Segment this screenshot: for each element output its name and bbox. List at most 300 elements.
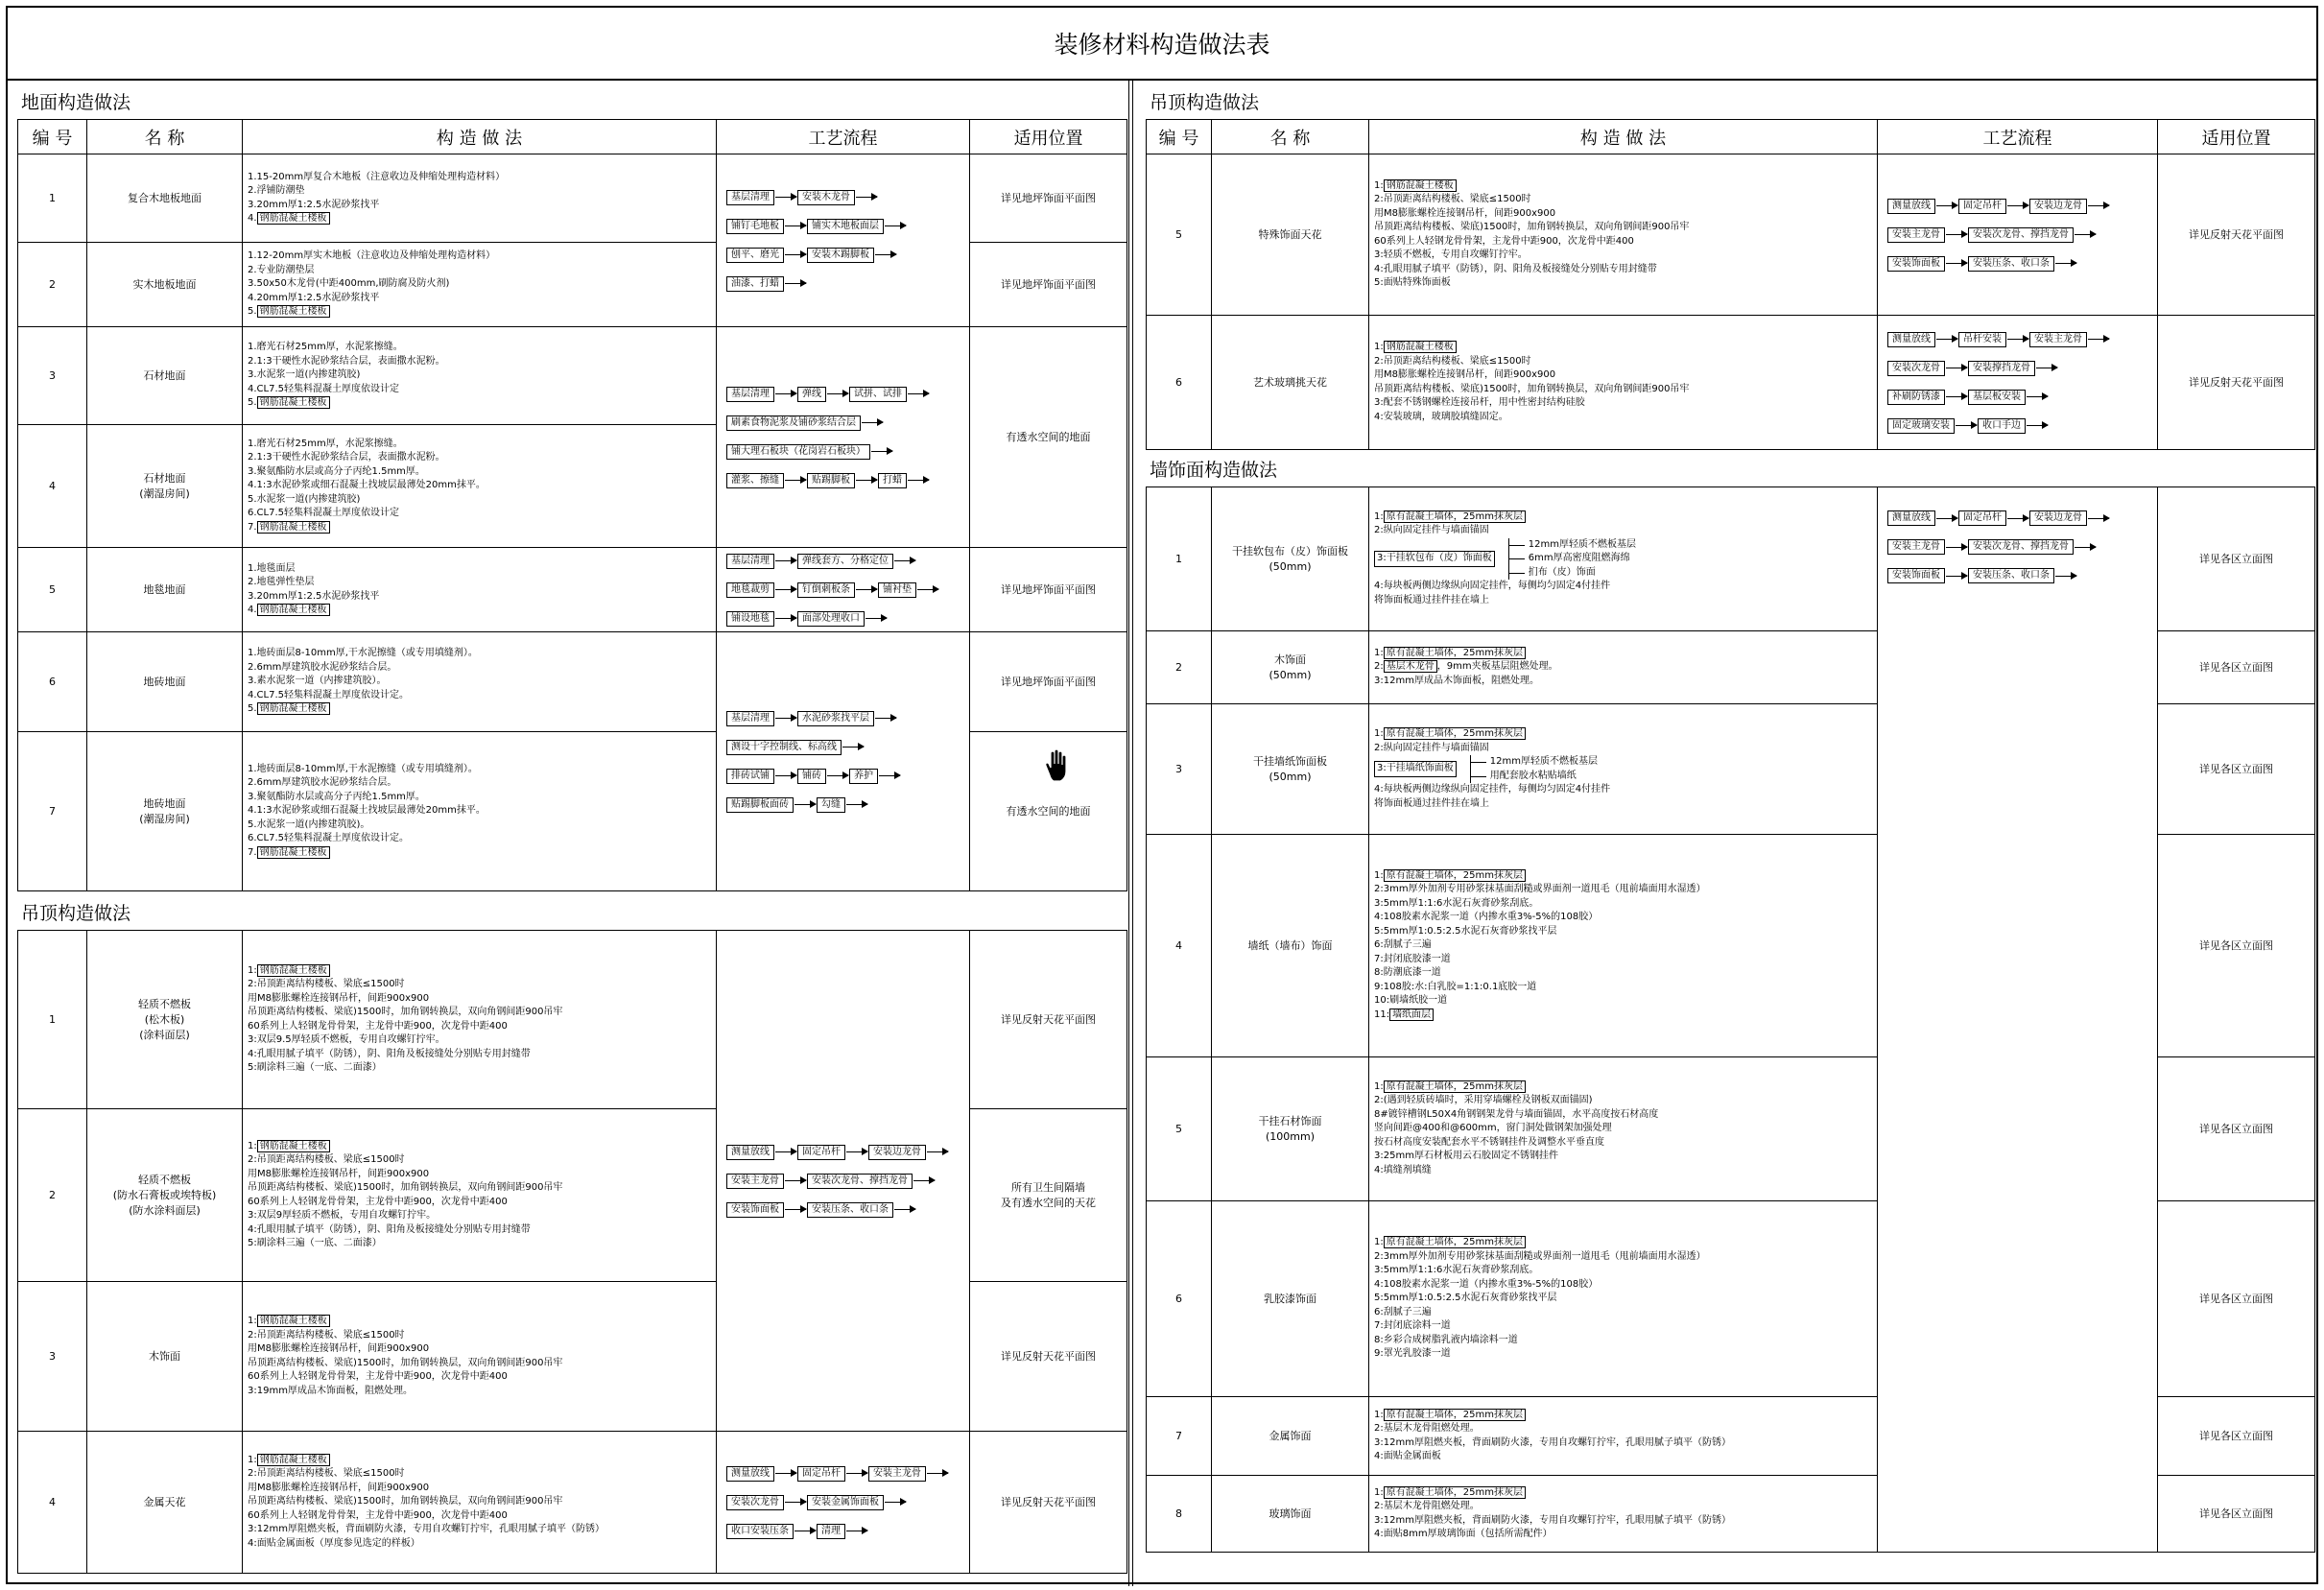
row-position: 详见各区立面图: [2158, 835, 2315, 1057]
construction-method: [1369, 835, 1878, 1057]
method-line: 60系列上人轻钢龙骨骨架，主龙骨中距900，次龙骨中距400: [248, 1020, 508, 1032]
boxed-layer: 墙纸面层: [1389, 1009, 1434, 1021]
method-line: 6.CL7.5轻集料混凝土厚度依设计定。: [248, 833, 409, 844]
method-line: 3.水泥浆一道(内掺建筑胶): [248, 369, 361, 381]
method-line: 1: 钢筋混凝土楼板: [248, 1315, 711, 1329]
flow-step: 基层清理: [726, 190, 774, 205]
method-line: 4.1:3水泥砂浆或细石混凝土找坡层最薄处20mm抹平。: [248, 480, 486, 491]
construction-method: [243, 1282, 717, 1432]
method-line: 2:纵向固定挂件与墙面锚固: [1374, 742, 1489, 753]
method-line: 2:3mm厚外加剂专用砂浆抹基面刮糙或界面剂一道甩毛（甩前墙面用水湿透）: [1374, 884, 1706, 895]
flow-row: [726, 473, 960, 488]
method-line: 2:(遇到轻质砖墙时，采用穿墙螺栓及钢板双面锚固): [1374, 1095, 1593, 1106]
row-number: 6: [1147, 1201, 1212, 1397]
flow-row: [1887, 568, 2147, 583]
flow-step: 测量放线: [1887, 199, 1935, 214]
arrow-right-icon: [927, 1473, 948, 1474]
header-method: 构 造 做 法: [1369, 120, 1878, 154]
method-line: 吊顶距离结构楼板、梁底)1500时，加角钢转换层，双向角钢间距900吊牢: [248, 1007, 563, 1017]
header-no: 编 号: [18, 120, 87, 154]
construction-method: [243, 154, 717, 243]
method-line: 用M8膨胀螺栓连接钢吊杆，间距900x900: [248, 1168, 430, 1179]
header-name: 名 称: [1212, 120, 1369, 154]
layer-branch: [1374, 538, 1872, 581]
flow-step: 固定吊杆: [797, 1466, 845, 1482]
flow-step: 基层清理: [726, 387, 774, 402]
flow-step: 钉倒刺板条: [797, 582, 855, 598]
construction-method: [1369, 154, 1878, 316]
method-line: 4.CL7.5轻集料混凝土厚度依设计定。: [248, 689, 409, 700]
arrow-right-icon: [785, 1502, 806, 1503]
row-number: 5: [1147, 154, 1212, 316]
method-line: 1: 原有混凝土墙体，25mm抹灰层: [1374, 1080, 1872, 1095]
method-line: 2:吊顶距离结构楼板、梁底≤1500时: [1374, 194, 1531, 204]
method-line: 7. 钢筋混凝土楼板: [248, 846, 711, 861]
arrow-right-icon: [2027, 425, 2048, 426]
method-line: 3:12mm厚成品木饰面板，阻燃处理。: [1374, 675, 1539, 686]
method-line: 4:孔眼用腻子填平（防锈），阴、阳角及板接缝处分别贴专用封缝带: [248, 1223, 531, 1235]
arrow-right-icon: [827, 775, 848, 776]
method-line: 4:孔眼用腻子填平（防锈），阴、阳角及板接缝处分别贴专用封缝带: [248, 1048, 531, 1059]
method-line: 7:封闭底胶漆一道: [1374, 953, 1451, 964]
flow-row: [1887, 332, 2147, 347]
method-line: 1.15-20mm厚复合木地板（注意收边及伸缩处理构造材料）: [248, 171, 506, 182]
flow-row: [726, 1466, 960, 1482]
floor-section-title: 地面构造做法: [21, 92, 131, 113]
method-line: 2:吊顶距离结构楼板、梁底≤1500时: [248, 1468, 405, 1480]
method-line: 1: 钢筋混凝土楼板: [248, 1140, 711, 1154]
row-position: 有透水空间的地面: [970, 732, 1127, 891]
flow-row: [726, 582, 960, 598]
flow-step: 吊杆安装: [1958, 332, 2006, 347]
row-position: 详见各区立面图: [2158, 487, 2315, 631]
flow-step: 铺设地毯: [726, 611, 774, 627]
flow-step: 安装主龙骨: [726, 1174, 784, 1189]
row-position: 详见地坪饰面平面图: [970, 632, 1127, 732]
row-name: 地砖地面 (潮湿房间): [87, 732, 243, 891]
method-line: 吊顶距离结构楼板、梁底)1500时，加角钢转换层，双向角钢间距900吊牢: [248, 1182, 563, 1193]
arrow-right-icon: [785, 225, 806, 226]
method-line: 6:刮腻子三遍: [1374, 939, 1432, 951]
flow-step: 补刷防锈漆: [1887, 390, 1945, 405]
method-line: 2:3mm厚外加剂专用砂浆抹基面刮糙或界面剂一道甩毛（甩前墙面用水湿透）: [1374, 1250, 1706, 1262]
method-line: 1.地毯面层: [248, 562, 296, 574]
method-line: 7:封闭底涂料一道: [1374, 1320, 1451, 1332]
method-line: 2.1:3干硬性水泥砂浆结合层，表面撒水泥粉。: [248, 355, 445, 367]
row-number: 2: [18, 1109, 87, 1282]
ceiling-table-right: [1146, 119, 2315, 450]
floor-table: [17, 119, 1127, 891]
flow-row: [726, 387, 960, 402]
flow-step: 收口安装压条: [726, 1524, 794, 1539]
branch-item: 6mm厚高密度阻燃海绵: [1509, 552, 1636, 566]
method-line: 5. 钢筋混凝土楼板: [248, 702, 711, 717]
arrow-right-icon: [875, 718, 896, 719]
flow-diagram: [726, 1466, 960, 1539]
row-name: 干挂墙纸饰面板 (50mm): [1212, 704, 1369, 835]
method-line: 2: 基层木龙骨 ，9mm夹板基层阻燃处理。: [1374, 661, 1558, 673]
method-line: 6.CL7.5轻集料混凝土厚度依设计定: [248, 508, 399, 519]
method-line: 4:面贴金属面板（厚度参见选定的样板）: [248, 1537, 420, 1549]
flow-step: 安装主龙骨: [1887, 539, 1945, 555]
flow-step: 养护: [849, 769, 878, 784]
method-line: 60系列上人轻钢龙骨骨架，主龙骨中距900，次龙骨中距400: [248, 1196, 508, 1207]
flow-step: 固定吊杆: [1958, 199, 2006, 214]
flow-step: 排砖试铺: [726, 769, 774, 784]
flow-step: 测量放线: [726, 1145, 774, 1160]
flow-step: 刷素食物泥浆及铺砂浆结合层: [726, 415, 861, 431]
arrow-right-icon: [775, 393, 796, 394]
flow-step: 基层板安装: [1968, 390, 2026, 405]
flow-step: 铺大理石板块（花岗岩石板块）: [726, 444, 870, 460]
wall-section-title: 墙饰面构造做法: [1150, 460, 1278, 481]
row-name: 石材地面 (潮湿房间): [87, 425, 243, 548]
method-line: 4:安装玻璃，玻璃胶填缝固定。: [1374, 411, 1508, 422]
process-flow-metal-ceiling: [717, 1432, 970, 1574]
method-line: 5:刷涂料三遍（一底、二面漆）: [248, 1062, 382, 1073]
flow-step: 安装边龙骨: [2029, 510, 2087, 526]
flow-step: 安装金属饰面板: [807, 1495, 884, 1510]
branch-item: 扪布（皮）饰面: [1509, 566, 1636, 581]
arrow-right-icon: [775, 775, 796, 776]
arrow-right-icon: [1936, 518, 1957, 519]
flow-step: 收口手边: [1978, 418, 2026, 434]
method-line: 4.CL7.5轻集料混凝土厚度依设计定: [248, 383, 399, 394]
flow-row: [1887, 390, 2147, 405]
flow-step: 铺钉毛地板: [726, 219, 784, 234]
flow-step: 固定玻璃安装: [1887, 418, 1955, 434]
flow-step: 基层清理: [726, 711, 774, 726]
method-line: 用M8膨胀螺栓连接钢吊杆，间距900x900: [248, 992, 430, 1004]
flow-step: 安装饰面板: [1887, 256, 1945, 272]
method-line: 1: 原有混凝土墙体，25mm抹灰层: [1374, 1236, 1872, 1250]
method-line: 1: 钢筋混凝土楼板: [248, 1454, 711, 1468]
arrow-right-icon: [775, 197, 796, 198]
method-line: 吊顶距离结构楼板、梁底)1500时，加角钢转换层，双向角钢间距900吊牢: [248, 1496, 563, 1507]
flow-step: 安装木踢脚板: [807, 248, 874, 263]
boxed-layer: 钢筋混凝土楼板: [1384, 179, 1457, 192]
method-line: 1: 原有混凝土墙体，25mm抹灰层: [1374, 647, 1872, 661]
column-divider: [1128, 81, 1133, 1586]
method-line: 1: 钢筋混凝土楼板: [1374, 179, 1872, 194]
method-line: 10:刷墙纸胶一道: [1374, 995, 1448, 1007]
construction-method: [1369, 316, 1878, 450]
flow-step: 油漆、打蜡: [726, 276, 784, 292]
boxed-layer: 原有混凝土墙体，25mm抹灰层: [1384, 1486, 1526, 1499]
row-name: 干挂石材饰面 (100mm): [1212, 1057, 1369, 1201]
method-line: 将饰面板通过挂件挂在墙上: [1374, 797, 1489, 809]
method-line: 3.20mm厚1:2.5水泥砂浆找平: [248, 590, 380, 602]
method-line: 4:108胶素水泥浆一道（内掺水重3%-5%的108胶）: [1374, 912, 1599, 923]
arrow-right-icon: [827, 393, 848, 394]
row-number: 4: [18, 425, 87, 548]
flow-step: 刨平、磨光: [726, 248, 784, 263]
flow-step: 安装主龙骨: [868, 1466, 926, 1482]
header-name: 名 称: [87, 120, 243, 154]
method-line: 4. 钢筋混凝土楼板: [248, 212, 711, 226]
method-line: 4:填缝剂填缝: [1374, 1164, 1432, 1175]
method-line: 4:面贴8mm厚玻璃饰面（包括所需配件）: [1374, 1529, 1553, 1539]
row-number: 8: [1147, 1476, 1212, 1553]
row-name: 地砖地面: [87, 632, 243, 732]
method-line: 用M8膨胀螺栓连接钢吊杆，间距900x900: [1374, 207, 1556, 219]
arrow-right-icon: [775, 718, 796, 719]
flow-row: [726, 1174, 960, 1189]
flow-diagram: [726, 554, 960, 627]
arrow-right-icon: [846, 1473, 867, 1474]
arrow-right-icon: [2007, 205, 2028, 206]
method-line: 3:5mm厚1:1:6水泥石灰膏砂浆刮底。: [1374, 897, 1539, 909]
flow-step: 清理: [817, 1524, 845, 1539]
flow-step: 铺实木地板面层: [807, 219, 884, 234]
method-line: 8#镀锌槽钢L50X4角钢钢架龙骨与墙面锚固，水平高度按石材高度: [1374, 1108, 1659, 1120]
construction-method: [243, 425, 717, 548]
method-line: 3:轻质不燃板，专用自攻螺钉拧牢。: [1374, 249, 1528, 260]
method-line: 7. 钢筋混凝土楼板: [248, 521, 711, 535]
construction-method: [243, 548, 717, 632]
construction-method: [243, 931, 717, 1109]
arrow-right-icon: [885, 1502, 906, 1503]
ceiling-table-left: [17, 930, 1127, 1574]
flow-step: 安装压条、收口条: [1968, 256, 2054, 272]
row-name: 复合木地板地面: [87, 154, 243, 243]
branch-item: 用配套胶水粘贴墙纸: [1471, 770, 1598, 784]
table-row: [18, 1432, 1127, 1574]
table-row: [1147, 154, 2315, 316]
process-flow-special-ceiling: [1878, 154, 2158, 316]
ceiling-section-title-left: 吊顶构造做法: [21, 903, 131, 924]
method-line: 2:基层木龙骨阻燃处理。: [1374, 1501, 1480, 1511]
row-name: 乳胶漆饰面: [1212, 1201, 1369, 1397]
row-number: 3: [18, 327, 87, 425]
method-line: 11: 墙纸面层: [1374, 1009, 1872, 1023]
row-position: 详见反射天花平面图: [970, 1432, 1127, 1574]
method-line: 2.6mm厚建筑胶水泥砂浆结合层。: [248, 777, 397, 789]
wall-table: [1146, 486, 2315, 1553]
arrow-right-icon: [2088, 339, 2109, 340]
boxed-layer: 钢筋混凝土楼板: [1384, 341, 1457, 353]
arrow-right-icon: [856, 480, 877, 481]
method-line: 2.1:3干硬性水泥砂浆结合层，表面撒水泥粉。: [248, 452, 445, 463]
flow-row: [726, 415, 960, 431]
flow-row: [726, 1202, 960, 1218]
row-position: 详见地坪饰面平面图: [970, 243, 1127, 327]
row-number: 3: [18, 1282, 87, 1432]
arrow-right-icon: [775, 1473, 796, 1474]
boxed-layer: 钢筋混凝土楼板: [257, 305, 330, 318]
method-line: 2.专业防潮垫层: [248, 264, 315, 275]
boxed-layer: 钢筋混凝土楼板: [257, 521, 330, 534]
method-line: 6:刮腻子三遍: [1374, 1306, 1432, 1317]
flow-row: [726, 554, 960, 569]
method-line: 60系列上人轻钢龙骨骨架，主龙骨中距900，次龙骨中距400: [1374, 235, 1634, 247]
arrow-right-icon: [775, 1151, 796, 1152]
flow-row: [726, 769, 960, 784]
method-line: 5:5mm厚1:0.5:2.5水泥石灰膏砂浆找平层: [1374, 925, 1557, 937]
row-name: 轻质不燃板 (防水石膏板或埃特板) (防水涂料面层): [87, 1109, 243, 1282]
flow-row: [1887, 418, 2147, 434]
arrow-right-icon: [866, 618, 887, 619]
row-name: 石材地面: [87, 327, 243, 425]
arrow-right-icon: [2027, 396, 2048, 397]
right-panel: [1146, 86, 2314, 1553]
method-line: 1: 原有混凝土墙体，25mm抹灰层: [1374, 727, 1872, 742]
flow-step: 安装次龙骨、撑挡龙骨: [1968, 227, 2074, 243]
flow-row: [726, 797, 960, 813]
method-line: 吊顶距离结构楼板、梁底)1500时，加角钢转换层，双向角钢间距900吊牢: [1374, 383, 1690, 394]
construction-method: [243, 1109, 717, 1282]
boxed-layer: 原有混凝土墙体，25mm抹灰层: [1384, 647, 1526, 659]
method-line: 1.地砖面层8-10mm厚,干水泥擦缝（或专用填缝剂）。: [248, 648, 478, 659]
flow-step: 安装压条、收口条: [807, 1202, 893, 1218]
arrow-right-icon: [856, 197, 877, 198]
arrow-right-icon: [2055, 576, 2076, 577]
flow-row: [1887, 199, 2147, 214]
method-line: 吊顶距离结构楼板、梁底)1500时，加角钢转换层，双向角钢间距900吊牢: [248, 1357, 563, 1368]
boxed-layer: 钢筋混凝土楼板: [257, 604, 330, 616]
row-number: 3: [1147, 704, 1212, 835]
flow-step: 弹线: [797, 387, 826, 402]
row-number: 1: [1147, 487, 1212, 631]
row-name: 地毯地面: [87, 548, 243, 632]
flow-step: 安装次龙骨: [726, 1495, 784, 1510]
method-line: 2:吊顶距离结构楼板、梁底≤1500时: [248, 979, 405, 989]
method-line: 9:108胶:水:白乳胶=1:1:0.1底胶一道: [1374, 981, 1537, 992]
arrow-right-icon: [917, 589, 938, 590]
flow-step: 固定吊杆: [797, 1145, 845, 1160]
method-line: 5:面贴特殊饰面板: [1374, 277, 1451, 288]
header-position: 适用位置: [2158, 120, 2315, 154]
method-line: 2:基层木龙骨阻燃处理。: [1374, 1423, 1480, 1434]
method-line: 按石材高度安装配套水平不锈钢挂件及调整水平垂直度: [1374, 1136, 1604, 1148]
method-line: 4:面贴金属面板: [1374, 1451, 1441, 1461]
construction-method: [243, 327, 717, 425]
hand-cursor-icon: [1036, 747, 1075, 785]
row-position: 详见反射天花平面图: [2158, 316, 2315, 450]
arrow-right-icon: [1946, 396, 1967, 397]
arrow-right-icon: [1946, 576, 1967, 577]
row-name: 木饰面: [87, 1282, 243, 1432]
flow-step: 安装次龙骨、撑挡龙骨: [1968, 539, 2074, 555]
row-name: 木饰面 (50mm): [1212, 631, 1369, 704]
branch-label: 3:干挂软包布（皮）饰面板: [1374, 551, 1495, 567]
method-line: 将饰面板通过挂件挂在墙上: [1374, 594, 1489, 605]
flow-step: 安装次龙骨: [1887, 361, 1945, 376]
construction-method: [243, 632, 717, 732]
layer-branch: [1374, 755, 1872, 783]
method-line: 9:罩光乳胶漆一道: [1374, 1348, 1451, 1360]
row-name: 玻璃饰面: [1212, 1476, 1369, 1553]
method-line: 1.12-20mm厚实木地板（注意收边及伸缩处理构造材料）: [248, 250, 496, 262]
flow-step: 贴踢脚板: [807, 473, 855, 488]
branch-item: 12mm厚轻质不燃板基层: [1471, 755, 1598, 770]
row-number: 5: [18, 548, 87, 632]
arrow-right-icon: [913, 1180, 935, 1181]
flow-step: 安装边龙骨: [2029, 199, 2087, 214]
row-position: 详见各区立面图: [2158, 1201, 2315, 1397]
flow-diagram: [1887, 332, 2147, 434]
arrow-right-icon: [2088, 518, 2109, 519]
flow-step: 安装撑挡龙骨: [1968, 361, 2035, 376]
flow-step: 固定吊杆: [1958, 510, 2006, 526]
header-no: 编 号: [1147, 120, 1212, 154]
row-name: 实木地板地面: [87, 243, 243, 327]
method-line: 2:吊顶距离结构楼板、梁底≤1500时: [248, 1154, 405, 1165]
arrow-right-icon: [856, 589, 877, 590]
page-title: 装修材料构造做法表: [8, 8, 2316, 81]
row-number: 4: [1147, 835, 1212, 1057]
arrow-right-icon: [775, 589, 796, 590]
header-method: 构 造 做 法: [243, 120, 717, 154]
flow-step: 灌浆、擦缝: [726, 473, 784, 488]
row-position: 详见反射天花平面图: [970, 931, 1127, 1109]
flow-step: 地毯裁剪: [726, 582, 774, 598]
arrow-right-icon: [1946, 263, 1967, 264]
method-line: 4:每块板两侧边缘纵向固定挂件，每侧均匀固定4付挂件: [1374, 581, 1611, 592]
header-process: 工艺流程: [1878, 120, 2158, 154]
construction-method: [1369, 487, 1878, 631]
method-line: 2:吊顶距离结构楼板、梁底≤1500时: [248, 1329, 405, 1341]
row-number: 2: [1147, 631, 1212, 704]
arrow-right-icon: [908, 480, 929, 481]
arrow-right-icon: [1956, 425, 1977, 426]
flow-step: 贴踢脚板面砖: [726, 797, 794, 813]
arrow-right-icon: [775, 618, 796, 619]
method-line: 3.聚氨酯防水层或高分子丙纶1.5mm厚。: [248, 791, 425, 802]
method-line: 3.素水泥浆一道（内掺建筑胶）。: [248, 676, 387, 687]
method-line: 4. 钢筋混凝土楼板: [248, 604, 711, 618]
method-line: 3:5mm厚1:1:6水泥石灰膏砂浆刮底。: [1374, 1265, 1539, 1276]
arrow-right-icon: [908, 393, 929, 394]
method-line: 2.6mm厚建筑胶水泥砂浆结合层。: [248, 661, 397, 673]
process-flow-ceiling: [717, 931, 970, 1432]
flow-diagram: [726, 711, 960, 813]
ceiling-section-title-right: 吊顶构造做法: [1150, 92, 1260, 113]
arrow-right-icon: [885, 225, 906, 226]
table-row: [18, 931, 1127, 1109]
method-line: 用M8膨胀螺栓连接钢吊杆，间距900x900: [248, 1482, 430, 1493]
flow-step: 测量放线: [1887, 332, 1935, 347]
row-position: 详见地坪饰面平面图: [970, 548, 1127, 632]
arrow-right-icon: [879, 775, 900, 776]
method-line: 2:纵向固定挂件与墙面锚固: [1374, 525, 1489, 536]
arrow-right-icon: [875, 254, 896, 255]
row-position: 所有卫生间隔墙 及有透水空间的天花: [970, 1109, 1127, 1282]
row-position: 详见反射天花平面图: [2158, 154, 2315, 316]
method-line: 5. 钢筋混凝土楼板: [248, 305, 711, 320]
arrow-right-icon: [846, 1151, 867, 1152]
arrow-right-icon: [1946, 234, 1967, 235]
method-line: 3.50x50木龙骨(中距400mm,刷防腐及防火剂): [248, 278, 450, 290]
construction-method: [1369, 1057, 1878, 1201]
row-number: 4: [18, 1432, 87, 1574]
flow-step: 铺砖: [797, 769, 826, 784]
row-name: 墙纸（墙布）饰面: [1212, 835, 1369, 1057]
method-line: 2.浮铺防潮垫: [248, 185, 305, 196]
flow-step: 面部处理收口: [797, 611, 865, 627]
flow-step: 安装木龙骨: [797, 190, 855, 205]
method-line: 1: 原有混凝土墙体，25mm抹灰层: [1374, 510, 1872, 525]
method-line: 3:12mm厚阻燃夹板，背面刷防火漆，专用自攻螺钉拧牢，孔眼用腻子填平（防锈）: [1374, 1436, 1731, 1448]
boxed-layer: 原有混凝土墙体，25mm抹灰层: [1384, 869, 1526, 882]
row-position: 详见地坪饰面平面图: [970, 154, 1127, 243]
arrow-right-icon: [2007, 518, 2028, 519]
flow-step: 试拼、试排: [849, 387, 907, 402]
table-row: [1147, 316, 2315, 450]
arrow-right-icon: [785, 283, 806, 284]
row-number: 1: [18, 154, 87, 243]
flow-step: 测量放线: [726, 1466, 774, 1482]
